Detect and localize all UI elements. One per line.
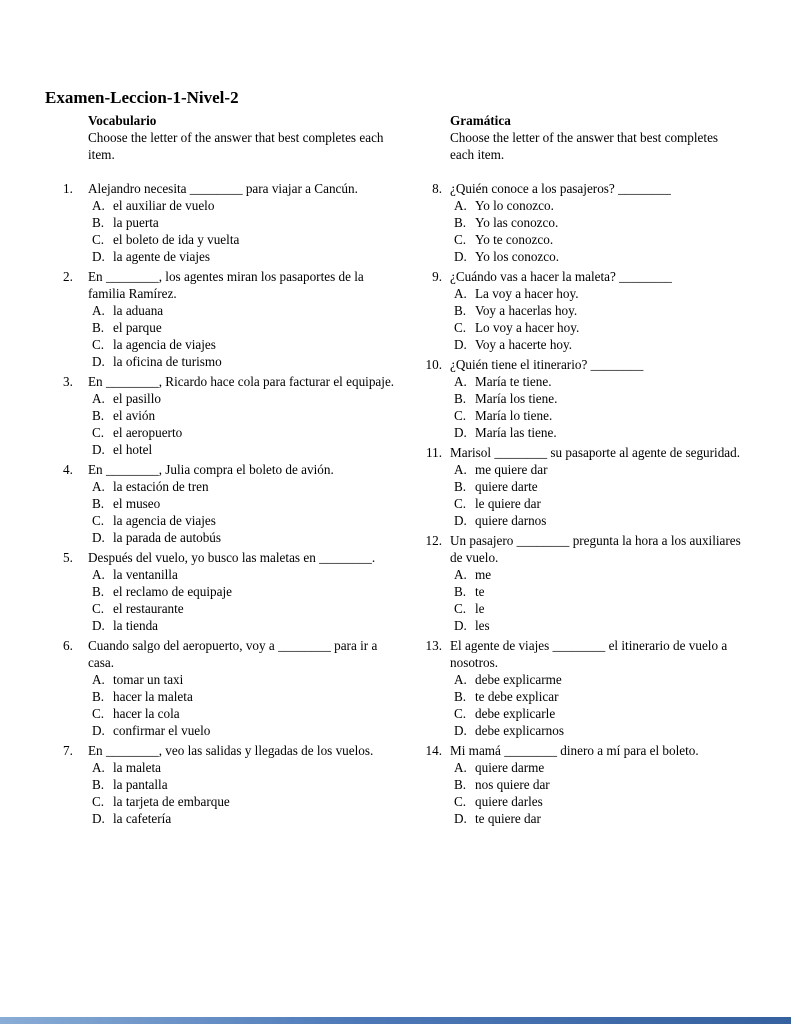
question-number: 7. (63, 743, 73, 758)
option-text: Yo las conozco. (475, 215, 559, 230)
option (454, 214, 744, 231)
footer-bar (0, 1017, 791, 1024)
option-letter: C. (92, 706, 105, 721)
option-letter: A. (92, 479, 105, 494)
option (454, 336, 744, 353)
option-list (450, 671, 744, 739)
option (454, 373, 744, 390)
option-letter: B. (454, 215, 467, 230)
option (454, 390, 744, 407)
question-stem: Marisol ________ su pasaporte al agente de seguridad. (450, 445, 741, 460)
option-text: hacer la maleta (113, 689, 193, 704)
option (92, 600, 404, 617)
option (92, 319, 404, 336)
question-number: 8. (432, 181, 442, 196)
option (92, 407, 404, 424)
option-letter: A. (454, 567, 467, 582)
option-text: el auxiliar de vuelo (113, 198, 215, 213)
option-text: la aduana (113, 303, 164, 318)
option (454, 759, 744, 776)
option-text: la agencia de viajes (113, 513, 216, 528)
question-stem: Cuando salgo del aeropuerto, voy a ________ para ir a casa. (88, 638, 378, 670)
option (454, 793, 744, 810)
option (92, 566, 404, 583)
option-text: tomar un taxi (113, 672, 184, 687)
question-stem: En ________, los agentes miran los pasaportes de la familia Ramírez. (88, 269, 364, 301)
option (454, 248, 744, 265)
question-stem: Después del vuelo, yo busco las maletas en ________. (88, 550, 376, 565)
option-list (88, 302, 404, 370)
option-letter: C. (454, 232, 467, 247)
option-letter: A. (92, 391, 105, 406)
option-text: la maleta (113, 760, 161, 775)
option-letter: C. (454, 320, 467, 335)
question-number: 12. (425, 533, 442, 548)
question (418, 180, 744, 265)
question-stem: En ________, veo las salidas y llegadas de los vuelos. (88, 743, 374, 758)
option-text: María te tiene. (475, 374, 552, 389)
option-text: debe explicarle (475, 706, 556, 721)
question (418, 356, 744, 441)
option-list (88, 197, 404, 265)
option-text: el avión (113, 408, 156, 423)
option-text: Yo te conozco. (475, 232, 554, 247)
option (92, 478, 404, 495)
option-letter: B. (454, 391, 467, 406)
option-text: el restaurante (113, 601, 184, 616)
option-letter: C. (454, 496, 467, 511)
option-letter: B. (92, 584, 105, 599)
option-text: la agente de viajes (113, 249, 211, 264)
option-letter: D. (454, 811, 467, 826)
option-text: el boleto de ida y vuelta (113, 232, 240, 247)
question (63, 549, 404, 634)
option (454, 495, 744, 512)
option (454, 617, 744, 634)
option-text: me (475, 567, 492, 582)
column-gramatica (418, 112, 744, 830)
option-letter: C. (92, 601, 105, 616)
question-stem: El agente de viajes ________ el itinerario de vuelo a nosotros. (450, 638, 728, 670)
option-text: debe explicarnos (475, 723, 564, 738)
option (92, 810, 404, 827)
question-stem: ¿Cuándo vas a hacer la maleta? ________ (450, 269, 672, 284)
option-list (450, 197, 744, 265)
option-letter: B. (92, 777, 105, 792)
option-letter: A. (454, 760, 467, 775)
option-list (450, 373, 744, 441)
option-list (88, 390, 404, 458)
option-text: el pasillo (113, 391, 161, 406)
question-number: 5. (63, 550, 73, 565)
option (454, 285, 744, 302)
option-letter: C. (92, 337, 105, 352)
question-list (418, 180, 744, 827)
question-body (88, 742, 404, 827)
option (454, 319, 744, 336)
option (92, 722, 404, 739)
option (92, 688, 404, 705)
question-stem: En ________, Ricardo hace cola para facturar el equipaje. (88, 374, 395, 389)
option (92, 302, 404, 319)
option-letter: D. (92, 354, 105, 369)
question-list (63, 180, 404, 827)
question-number: 3. (63, 374, 73, 389)
question-number: 6. (63, 638, 73, 653)
option (92, 617, 404, 634)
option-letter: A. (454, 374, 467, 389)
option-text: Lo voy a hacer hoy. (475, 320, 580, 335)
option-text: la puerta (113, 215, 159, 230)
question (63, 180, 404, 265)
option-letter: D. (454, 425, 467, 440)
option-letter: A. (92, 760, 105, 775)
question-stem: En ________, Julia compra el boleto de avión. (88, 462, 334, 477)
option (454, 810, 744, 827)
question-number: 13. (425, 638, 442, 653)
question (418, 444, 744, 529)
option (454, 461, 744, 478)
question-body (450, 180, 744, 265)
option-text: Voy a hacerte hoy. (475, 337, 573, 352)
option (92, 495, 404, 512)
option (454, 600, 744, 617)
question (418, 637, 744, 739)
column-header (418, 112, 744, 163)
option-letter: D. (92, 618, 105, 633)
option-letter: B. (92, 215, 105, 230)
question-stem: Un pasajero ________ pregunta la hora a los auxiliares de vuelo. (450, 533, 741, 565)
option-text: nos quiere dar (475, 777, 550, 792)
question-body (450, 532, 744, 634)
option (92, 214, 404, 231)
option-letter: C. (92, 513, 105, 528)
question-body (88, 549, 404, 634)
option-text: la estación de tren (113, 479, 209, 494)
option-letter: B. (92, 496, 105, 511)
option-list (450, 566, 744, 634)
option (92, 197, 404, 214)
option (454, 671, 744, 688)
option-text: te debe explicar (475, 689, 559, 704)
question-body (450, 637, 744, 739)
question-stem: Mi mamá ________ dinero a mí para el boleto. (450, 743, 699, 758)
column-header (63, 112, 404, 163)
option-letter: B. (92, 408, 105, 423)
column-vocabulario (63, 112, 404, 830)
option-text: la ventanilla (113, 567, 178, 582)
column-instructions: Choose the letter of the answer that best completes each item. (450, 130, 719, 162)
option (92, 583, 404, 600)
question (63, 461, 404, 546)
option-text: la oficina de turismo (113, 354, 222, 369)
option-letter: C. (454, 794, 467, 809)
option-letter: A. (92, 198, 105, 213)
question-number: 9. (432, 269, 442, 284)
option-list (88, 759, 404, 827)
option (92, 424, 404, 441)
option-text: la pantalla (113, 777, 168, 792)
question-body (450, 356, 744, 441)
option-letter: A. (92, 567, 105, 582)
option-text: la agencia de viajes (113, 337, 216, 352)
option (92, 336, 404, 353)
option (454, 424, 744, 441)
option-letter: B. (454, 584, 467, 599)
option-letter: C. (454, 706, 467, 721)
exam-columns (63, 112, 744, 830)
option-letter: A. (92, 303, 105, 318)
option-letter: A. (92, 672, 105, 687)
option-text: la tarjeta de embarque (113, 794, 230, 809)
option-letter: D. (92, 811, 105, 826)
option (92, 705, 404, 722)
question (418, 532, 744, 634)
option (454, 722, 744, 739)
option (92, 529, 404, 546)
option-text: te (475, 584, 485, 599)
exam-title: Examen-Leccion-1-Nivel-2 (45, 88, 239, 107)
question-body (450, 268, 744, 353)
option-letter: C. (92, 232, 105, 247)
question-body (88, 637, 404, 739)
question (63, 373, 404, 458)
question-body (88, 268, 404, 370)
option-letter: C. (454, 601, 467, 616)
option-letter: D. (454, 249, 467, 264)
question-number: 11. (426, 445, 442, 460)
option-text: el museo (113, 496, 161, 511)
question-body (88, 373, 404, 458)
option (454, 512, 744, 529)
option-letter: B. (454, 479, 467, 494)
option-letter: D. (454, 513, 467, 528)
option-text: debe explicarme (475, 672, 562, 687)
option-text: Voy a hacerlas hoy. (475, 303, 578, 318)
option-list (88, 566, 404, 634)
option-letter: B. (92, 320, 105, 335)
option (92, 759, 404, 776)
option-letter: B. (454, 303, 467, 318)
question-body (88, 461, 404, 546)
option-text: les (475, 618, 490, 633)
option (454, 231, 744, 248)
option-letter: A. (454, 462, 467, 477)
option-letter: D. (92, 249, 105, 264)
question (63, 268, 404, 370)
option-letter: D. (92, 442, 105, 457)
option (92, 441, 404, 458)
option (454, 197, 744, 214)
option-text: confirmar el vuelo (113, 723, 211, 738)
option-text: María las tiene. (475, 425, 557, 440)
option-text: el hotel (113, 442, 153, 457)
question (418, 742, 744, 827)
option-list (88, 478, 404, 546)
option-letter: A. (454, 672, 467, 687)
option-letter: D. (92, 530, 105, 545)
option-letter: B. (92, 689, 105, 704)
option (92, 776, 404, 793)
option-text: hacer la cola (113, 706, 180, 721)
option-letter: B. (454, 689, 467, 704)
option-text: Yo lo conozco. (475, 198, 554, 213)
option (92, 671, 404, 688)
option-text: quiere darles (475, 794, 543, 809)
option-letter: A. (454, 286, 467, 301)
option-text: María los tiene. (475, 391, 558, 406)
option-text: te quiere dar (475, 811, 541, 826)
question-body (450, 742, 744, 827)
question-stem: Alejandro necesita ________ para viajar a Cancún. (88, 181, 358, 196)
column-instructions: Choose the letter of the answer that best completes each item. (88, 130, 384, 162)
option (92, 248, 404, 265)
question (63, 742, 404, 827)
option-text: la parada de autobús (113, 530, 222, 545)
column-heading: Gramática (450, 113, 511, 128)
option-letter: C. (92, 425, 105, 440)
option (454, 705, 744, 722)
option (92, 793, 404, 810)
option (454, 407, 744, 424)
question-number: 1. (63, 181, 73, 196)
question (418, 268, 744, 353)
option (454, 302, 744, 319)
option (92, 231, 404, 248)
option (454, 478, 744, 495)
option-text: La voy a hacer hoy. (475, 286, 579, 301)
option-text: Yo los conozco. (475, 249, 560, 264)
option (92, 512, 404, 529)
option (454, 688, 744, 705)
option-list (450, 461, 744, 529)
question-number: 2. (63, 269, 73, 284)
question-number: 14. (425, 743, 442, 758)
option-text: la cafetería (113, 811, 172, 826)
option-letter: B. (454, 777, 467, 792)
option-letter: D. (454, 723, 467, 738)
option-letter: D. (454, 618, 467, 633)
option-text: el reclamo de equipaje (113, 584, 232, 599)
question-number: 10. (425, 357, 442, 372)
option-text: el parque (113, 320, 162, 335)
option-letter: C. (454, 408, 467, 423)
option-letter: A. (454, 198, 467, 213)
option-list (450, 285, 744, 353)
column-heading: Vocabulario (88, 113, 157, 128)
question (63, 637, 404, 739)
option-letter: D. (454, 337, 467, 352)
option-letter: D. (92, 723, 105, 738)
question-stem: ¿Quién tiene el itinerario? ________ (450, 357, 644, 372)
option-text: me quiere dar (475, 462, 548, 477)
option-text: el aeropuerto (113, 425, 183, 440)
option-list (450, 759, 744, 827)
option-list (88, 671, 404, 739)
option-text: la tienda (113, 618, 159, 633)
option (92, 390, 404, 407)
question-number: 4. (63, 462, 73, 477)
question-stem: ¿Quién conoce a los pasajeros? ________ (450, 181, 671, 196)
option-text: quiere darme (475, 760, 545, 775)
option (454, 583, 744, 600)
option-text: le (475, 601, 485, 616)
option-text: quiere darnos (475, 513, 547, 528)
option-letter: C. (92, 794, 105, 809)
option (454, 776, 744, 793)
option-text: le quiere dar (475, 496, 541, 511)
option-text: María lo tiene. (475, 408, 553, 423)
option-text: quiere darte (475, 479, 538, 494)
question-body (88, 180, 404, 265)
question-body (450, 444, 744, 529)
option (92, 353, 404, 370)
option (454, 566, 744, 583)
